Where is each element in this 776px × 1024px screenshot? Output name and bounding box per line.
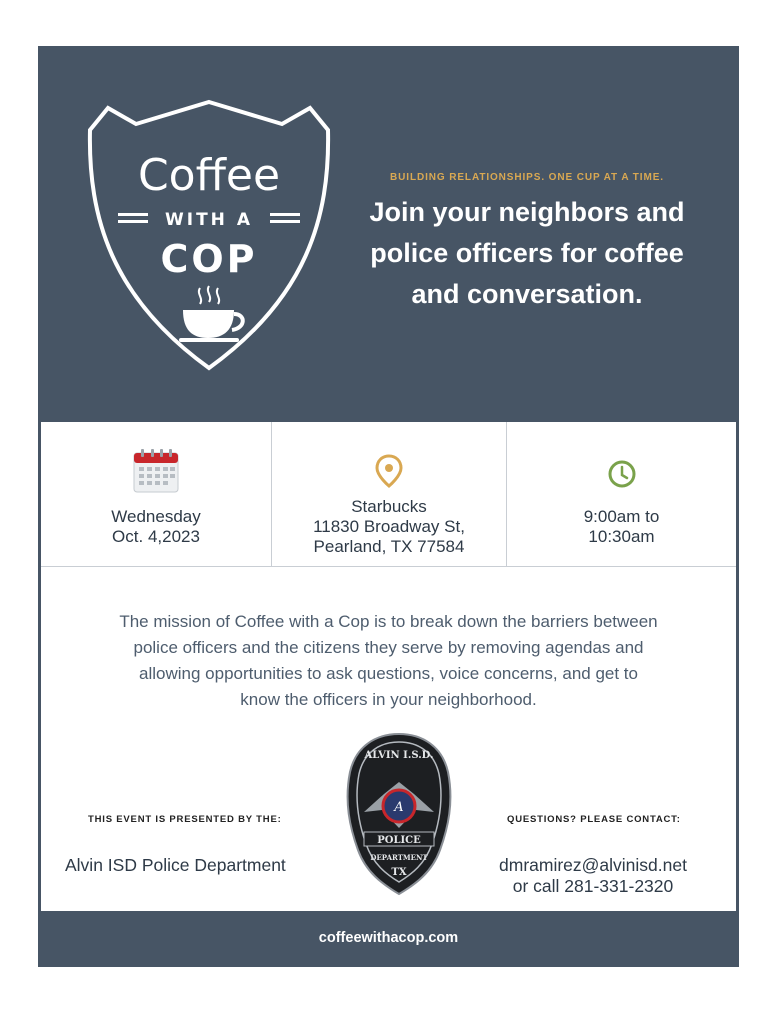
- presenter-name: Alvin ISD Police Department: [65, 855, 286, 875]
- footer-url[interactable]: coffeewithacop.com: [318, 930, 459, 946]
- map-pin-icon: [375, 454, 403, 488]
- contact-label: QUESTIONS? PLEASE CONTACT:: [507, 814, 681, 825]
- time-start: 9:00am to: [583, 507, 660, 526]
- event-weekday: Wednesday: [111, 507, 201, 526]
- venue-street: 11830 Broadway St,: [313, 517, 465, 536]
- event-location: [272, 497, 506, 557]
- headline-line: police officers for coffee: [370, 238, 684, 268]
- badge-bottom-text: DEPARTMENT: [370, 853, 428, 862]
- event-time: [507, 507, 736, 547]
- headline-line: and conversation.: [411, 279, 643, 309]
- tagline: BUILDING RELATIONSHIPS. ONE CUP AT A TIME.: [390, 172, 664, 183]
- venue-name: Starbucks: [351, 497, 427, 516]
- time-end: 10:30am: [588, 527, 655, 546]
- details-panel: [41, 422, 736, 911]
- presented-by-label: THIS EVENT IS PRESENTED BY THE:: [88, 814, 282, 825]
- coffee-cup-icon: [179, 286, 243, 342]
- mission-line: know the officers in your neighborhood.: [240, 690, 537, 709]
- headline-line: Join your neighbors and: [369, 197, 685, 227]
- svg-text:A: A: [394, 800, 404, 815]
- mission-statement: [101, 609, 676, 713]
- coffee-with-a-cop-logo: [86, 98, 332, 374]
- logo-cop-text: COP: [160, 237, 258, 281]
- mission-line: police officers and the citizens they serve by removing agendas and: [133, 638, 644, 657]
- badge-top-text: ALVIN I.S.D.: [364, 750, 434, 761]
- event-date: [41, 507, 271, 547]
- event-day: Oct. 4,2023: [112, 527, 200, 546]
- flyer: [38, 46, 739, 967]
- logo-with-a-text: WITH A: [165, 210, 253, 230]
- mission-line: allowing opportunities to ask questions, voice concerns, and get to: [139, 664, 638, 683]
- logo-coffee-text: Coffee: [137, 150, 281, 201]
- hero-banner: [38, 46, 739, 422]
- calendar-icon: [133, 449, 179, 493]
- venue-city: Pearland, TX 77584: [313, 537, 465, 556]
- time-cell: [506, 422, 736, 566]
- location-cell: [271, 422, 506, 566]
- police-badge-icon: [344, 732, 454, 896]
- mission-line: The mission of Coffee with a Cop is to break down the barriers between: [119, 612, 658, 631]
- event-info-row: [41, 422, 736, 567]
- contact-phone: or call 281-331-2320: [512, 876, 674, 896]
- badge-state-text: TX: [391, 867, 407, 878]
- badge-middle-text: POLICE: [377, 835, 421, 846]
- clock-icon: [607, 459, 637, 489]
- headline: [342, 192, 712, 315]
- contact-email[interactable]: dmramirez@alvinisd.net: [499, 855, 687, 875]
- date-cell: [41, 422, 271, 566]
